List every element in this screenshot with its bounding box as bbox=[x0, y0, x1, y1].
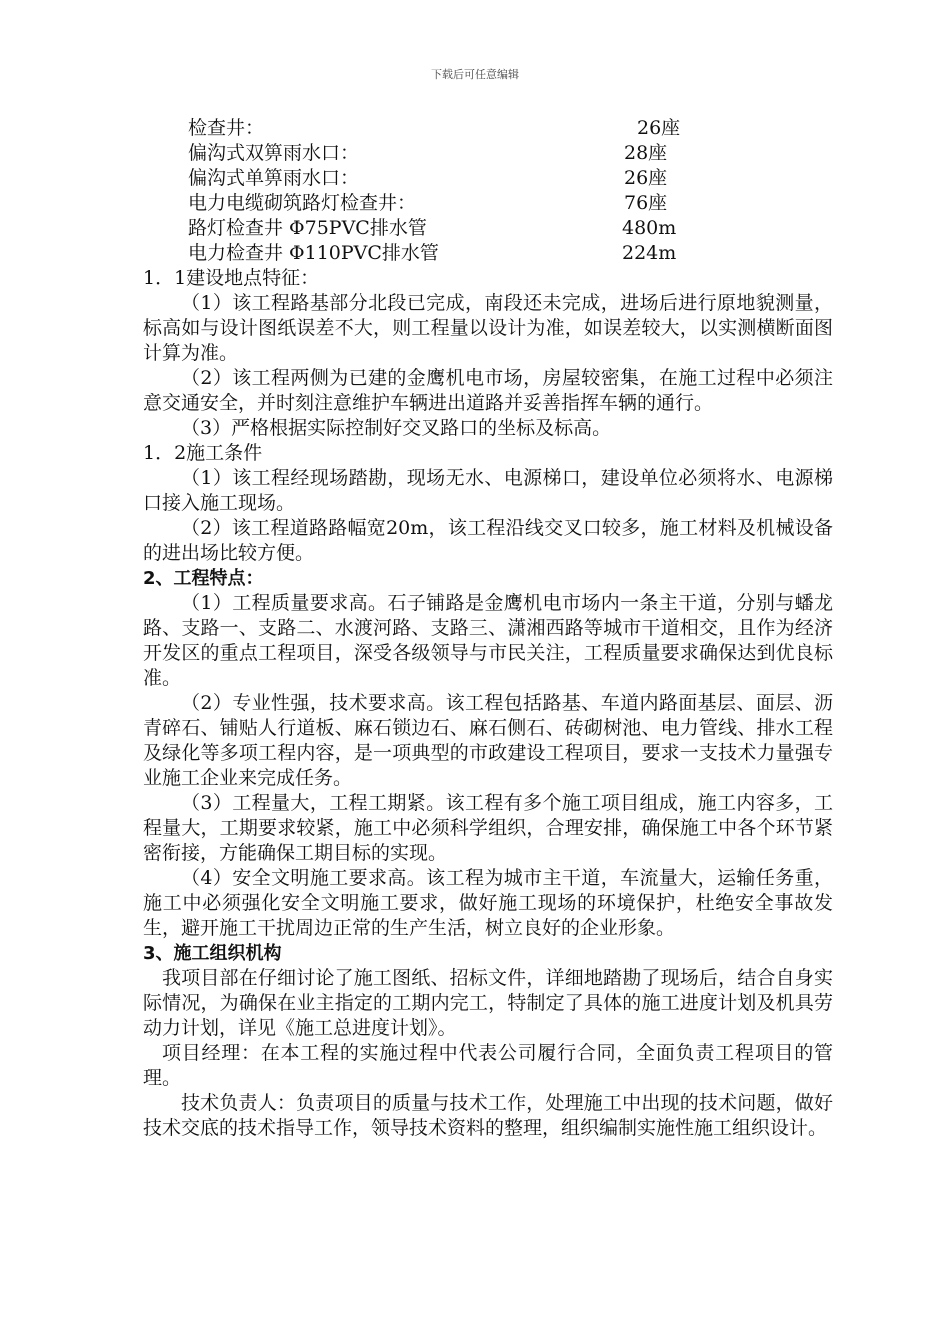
paragraph: 技术负责人：负责项目的质量与技术工作，处理施工中出现的技术问题，做好技术交底的技术指导工作，领导技术资料的整理，组织编制实施性施工组织设计。 bbox=[143, 1092, 833, 1139]
item-name: 检查井： bbox=[188, 117, 265, 139]
quantity-row bbox=[143, 241, 833, 266]
section-heading: 3、施工组织机构 bbox=[143, 943, 282, 964]
item-quantity: 26座 bbox=[624, 167, 668, 189]
page-header: 下载后可任意编辑 bbox=[431, 68, 519, 81]
paragraph: （1）该工程经现场踏勘，现场无水、电源梯口，建设单位必须将水、电源梯口接入施工现场。 bbox=[143, 467, 833, 514]
quantity-row bbox=[143, 191, 833, 216]
item-name: 偏沟式单箅雨水口： bbox=[188, 167, 360, 189]
quantity-row bbox=[143, 216, 833, 241]
section-heading: 1．2施工条件 bbox=[143, 442, 263, 464]
section-heading: 2、工程特点： bbox=[143, 568, 264, 589]
item-name: 电力检查井 Φ110PVC排水管 bbox=[188, 242, 439, 264]
paragraph: 项目经理：在本工程的实施过程中代表公司履行合同，全面负责工程项目的管理。 bbox=[143, 1042, 833, 1089]
quantity-row bbox=[143, 116, 833, 141]
item-quantity: 28座 bbox=[624, 142, 668, 164]
paragraph: （2）该工程两侧为已建的金鹰机电市场，房屋较密集，在施工过程中必须注意交通安全，并时刻注意维护车辆进出道路并妥善指挥车辆的通行。 bbox=[143, 367, 833, 414]
paragraph: （2）专业性强，技术要求高。该工程包括路基、车道内路面基层、面层、沥青碎石、铺贴人行道板、麻石锁边石、麻石侧石、砖砌树池、电力管线、排水工程及绿化等多项工程内容，是一项典型的市政建设工程项目，要求一支技术力量强专业施工企业来完成任务。 bbox=[143, 692, 833, 789]
item-quantity: 480m bbox=[622, 217, 677, 239]
paragraph: （4）安全文明施工要求高。该工程为城市主干道，车流量大，运输任务重，施工中必须强化安全文明施工要求，做好施工现场的环境保护，杜绝安全事故发生，避开施工干扰周边正常的生产生活，树立良好的企业形象。 bbox=[143, 867, 833, 939]
quantity-row bbox=[143, 141, 833, 166]
item-name: 偏沟式双箅雨水口： bbox=[188, 142, 360, 164]
item-quantity: 224m bbox=[622, 242, 677, 264]
section-heading: 1．1建设地点特征： bbox=[143, 267, 320, 289]
paragraph: 我项目部在仔细讨论了施工图纸、招标文件，详细地踏勘了现场后，结合自身实际情况，为确保在业主指定的工期内完工，特制定了具体的施工进度计划及机具劳动力计划，详见《施工总进度计划》。 bbox=[143, 967, 833, 1039]
paragraph: （2）该工程道路路幅宽20m，该工程沿线交叉口较多，施工材料及机械设备的进出场比较方便。 bbox=[143, 517, 833, 564]
item-quantity: 26座 bbox=[637, 117, 681, 139]
paragraph: （3）严格根据实际控制好交叉路口的坐标及标高。 bbox=[181, 417, 612, 439]
item-quantity: 76座 bbox=[624, 192, 668, 214]
paragraph: （1）该工程路基部分北段已完成，南段还未完成，进场后进行原地貌测量，标高如与设计图纸误差不大，则工程量以设计为准，如误差较大，以实测横断面图计算为准。 bbox=[143, 292, 833, 364]
paragraph: （3）工程量大，工程工期紧。该工程有多个施工项目组成，施工内容多，工程量大，工期要求较紧，施工中必须科学组织，合理安排，确保施工中各个环节紧密衔接，方能确保工期目标的实现。 bbox=[143, 792, 833, 864]
item-name: 电力电缆砌筑路灯检查井： bbox=[188, 192, 417, 214]
document-body bbox=[143, 116, 833, 1141]
paragraph: （1）工程质量要求高。石子铺路是金鹰机电市场内一条主干道，分别与蟠龙路、支路一、支路二、水渡河路、支路三、潇湘西路等城市干道相交，且作为经济开发区的重点工程项目，深受各级领导与市民关注，工程质量要求确保达到优良标准。 bbox=[143, 592, 833, 689]
item-name: 路灯检查井 Φ75PVC排水管 bbox=[188, 217, 427, 239]
quantity-row bbox=[143, 166, 833, 191]
